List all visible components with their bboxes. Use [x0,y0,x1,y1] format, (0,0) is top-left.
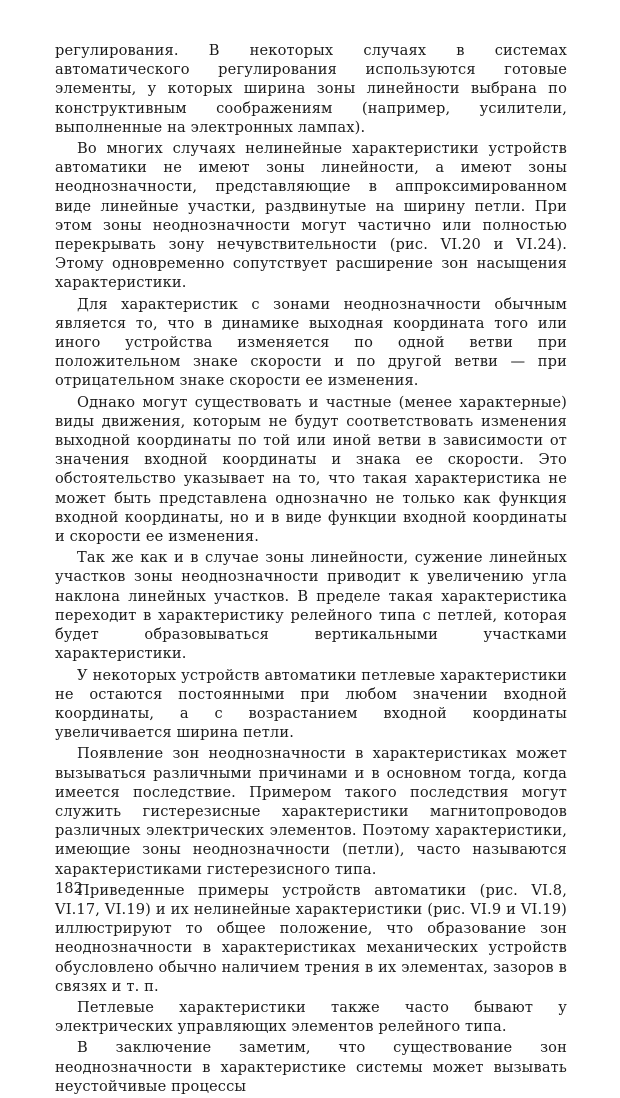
paragraph: Во многих случаях нелинейные характеристики устройств автоматики не имеют зоны линейности, а имеют зоны неоднозначности, представляющие в аппроксимированном виде линейные участки, раздвинутые на ширину петли. При этом зоны неоднозначности могут частично или полностью перекрывать зону нечувствительности (рис. VI.20 и VI.24). Этому одновременно сопутствует расширение зон насыщения характеристики. [55,140,567,292]
page-body [55,41,567,1098]
paragraph: Петлевые характеристики также часто бывают у электрических управляющих элементов релейного типа. [55,998,567,1036]
paragraph: Приведенные примеры устройств автоматики (рис. VI.8, VI.17, VI.19) и их нелинейные характеристики (рис. VI.9 и VI.19) иллюстрируют то общее положение, что образование зон неоднозначности в характеристиках механических устройств обусловлено обычно наличием трения в их элементах, зазоров в связях и т. п. [55,881,567,995]
paragraph: Однако могут существовать и частные (менее характерные) виды движения, которым не будут соответствовать изменения выходной координаты по той или иной ветви в зависимости от значения входной координаты и знака ее скорости. Это обстоятельство указывает на то, что такая характеристика не может быть представлена однозначно не только как функция входной координаты, но и в виде функции входной координаты и скорости ее изменения. [55,393,567,546]
page-number: 182 [55,880,83,897]
paragraph: регулирования. В некоторых случаях в системах автоматического регулирования используются готовые элементы, у которых ширина зоны линейности выбрана по конструктивным соображениям (например, усилители, выполненные на электронных лампах). [55,42,567,136]
paragraph: Так же как и в случае зоны линейности, сужение линейных участков зоны неоднозначности приводит к увеличению угла наклона линейных участков. В пределе такая характеристика переходит в характеристику релейного типа с петлей, которая будет образовываться вертикальными участками характеристики. [55,549,567,663]
paragraph: В заключение заметим, что существование зон неоднозначности в характеристике системы может вызывать неустойчивые процессы [55,1039,567,1095]
paragraph: У некоторых устройств автоматики петлевые характеристики не остаются постоянными при любом значении входной координаты, а с возрастанием входной координаты увеличивается ширина петли. [55,666,567,742]
paragraph: Для характеристик с зонами неоднозначности обычным является то, что в динамике выходная координата того или иного устройства изменяется по одной ветви при положительном знаке скорости и по другой ветви — при отрицательном знаке скорости ее изменения. [55,295,567,390]
paragraph: Появление зон неоднозначности в характеристиках может вызываться различными причинами и в основном тогда, когда имеется последствие. Примером такого последствия могут служить гистерезисные характеристики магнитопроводов различных электрических элементов. Поэтому характеристики, имеющие зоны неоднозначности (петли), часто называются характеристиками гистерезисного типа. [55,745,567,878]
